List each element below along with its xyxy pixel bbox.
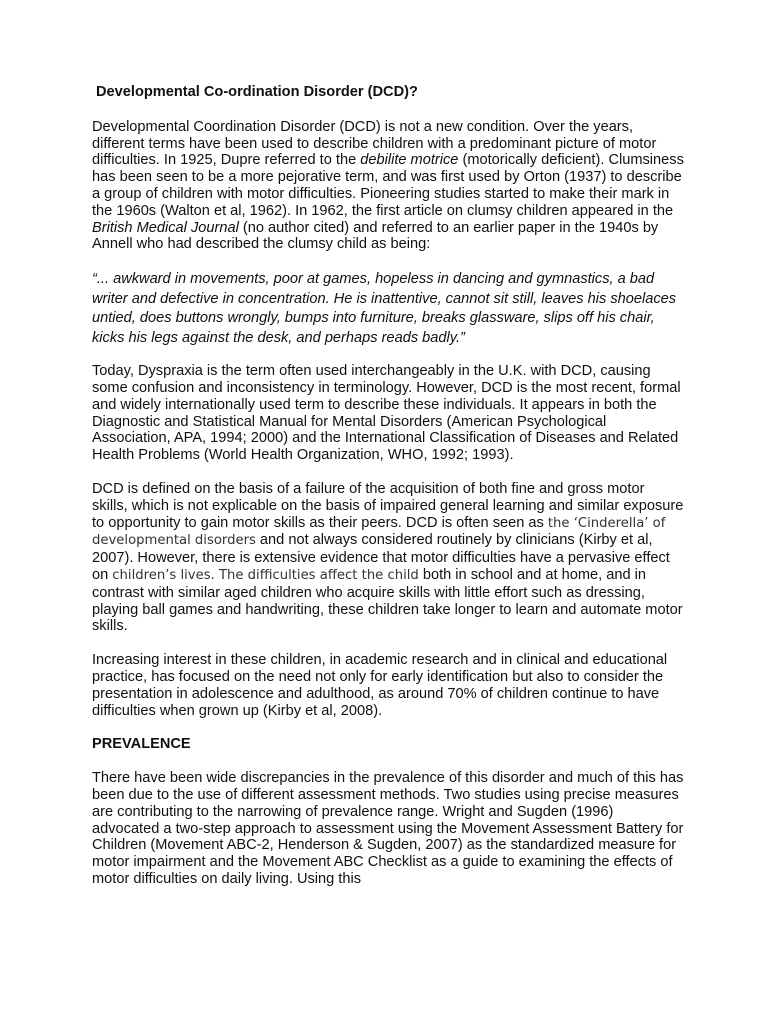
paragraph-history <box>92 119 684 253</box>
document-page <box>92 84 684 905</box>
cinderella-phrase: the ‘Cinderella’ of developmental disorders <box>92 515 666 549</box>
paragraph-history-text-1: Developmental Coordination Disorder (DCD) is not a new condition. Over the years, different terms have been used to describe children with a predominant picture of motor difficulties. In 1925, Dupre referred to the <box>92 118 657 169</box>
paragraph-definition-text-1: DCD is defined on the basis of a failure of the acquisition of both fine and gross motor skills, which is not explicable on the basis of impaired general learning and similar exposure to opportunity to gain motor skills as their peers. DCD is often seen as <box>92 480 684 531</box>
journal-name: British Medical Journal <box>92 219 239 236</box>
paragraph-history-text-2: (motorically deficient). Clumsiness has been seen to be a more pejorative term, and was first used by Orton (1937) to describe a group of children with motor difficulties. Pioneering studies started to make their mark in the 1960s (Walton et al, 1962). In 1962, the first article on clumsy children appeared in the <box>92 152 684 219</box>
paragraph-definition <box>92 481 684 635</box>
paragraph-definition-text-3: both in school and at home, and in contrast with similar aged children who acquire skills with little effort such as dressing, playing ball games and handwriting, these children take longer to learn and automate motor skills. <box>92 566 683 635</box>
term-debilite-motrice: debilite motrice <box>360 152 459 169</box>
heading-prevalence: PREVALENCE <box>92 736 191 753</box>
paragraph-definition-text-2: and not always considered routinely by clinicians (Kirby et al, 2007). However, there is extensive evidence that motor difficulties have a pervasive effect on <box>92 532 670 583</box>
paragraph-history-text-3: (no author cited) and referred to an earlier paper in the 1940s by Annell who had described the clumsy child as being: <box>92 219 659 253</box>
childrens-lives-phrase: children’s lives. The difficulties affect the child <box>112 567 419 583</box>
paragraph-prevalence: There have been wide discrepancies in the prevalence of this disorder and much of this has been due to the use of different assessment methods. Two studies using precise measures are contributing to the narrowing of prevalence range. Wright and Sugden (1996) advocated a two-step approach to assessment using the Movement Assessment Battery for Children (Movement ABC-2, Henderson & Sugden, 2007) as the standardized measure for motor impairment and the Movement ABC Checklist as a guide to examining the effects of motor difficulties on daily living. Using this <box>92 770 684 887</box>
document-title: Developmental Co-ordination Disorder (DCD)? <box>96 84 418 100</box>
annell-quote: “... awkward in movements, poor at games, hopeless in dancing and gymnastics, a bad writer and defective in concentration. He is inattentive, cannot sit still, leaves his shoelaces untied, does buttons wrongly, bumps into furniture, breaks glassware, slips off his chair, kicks his legs against the desk, and perhaps reads badly.” <box>92 271 677 346</box>
paragraph-terminology: Today, Dyspraxia is the term often used interchangeably in the U.K. with DCD, causing some confusion and inconsistency in terminology. However, DCD is the most recent, formal and widely internationally used term to describe these individuals. It appears in both the Diagnostic and Statistical Manual for Mental Disorders (American Psychological Association, APA, 1994; 2000) and the International Classification of Diseases and Related Health Problems (World Health Organization, WHO, 1992; 1993). <box>92 363 681 464</box>
paragraph-interest: Increasing interest in these children, in academic research and in clinical and educational practice, has focused on the need not only for early identification but also to consider the presentation in adolescence and adulthood, as around 70% of children continue to have difficulties when grown up (Kirby et al, 2008). <box>92 652 668 719</box>
